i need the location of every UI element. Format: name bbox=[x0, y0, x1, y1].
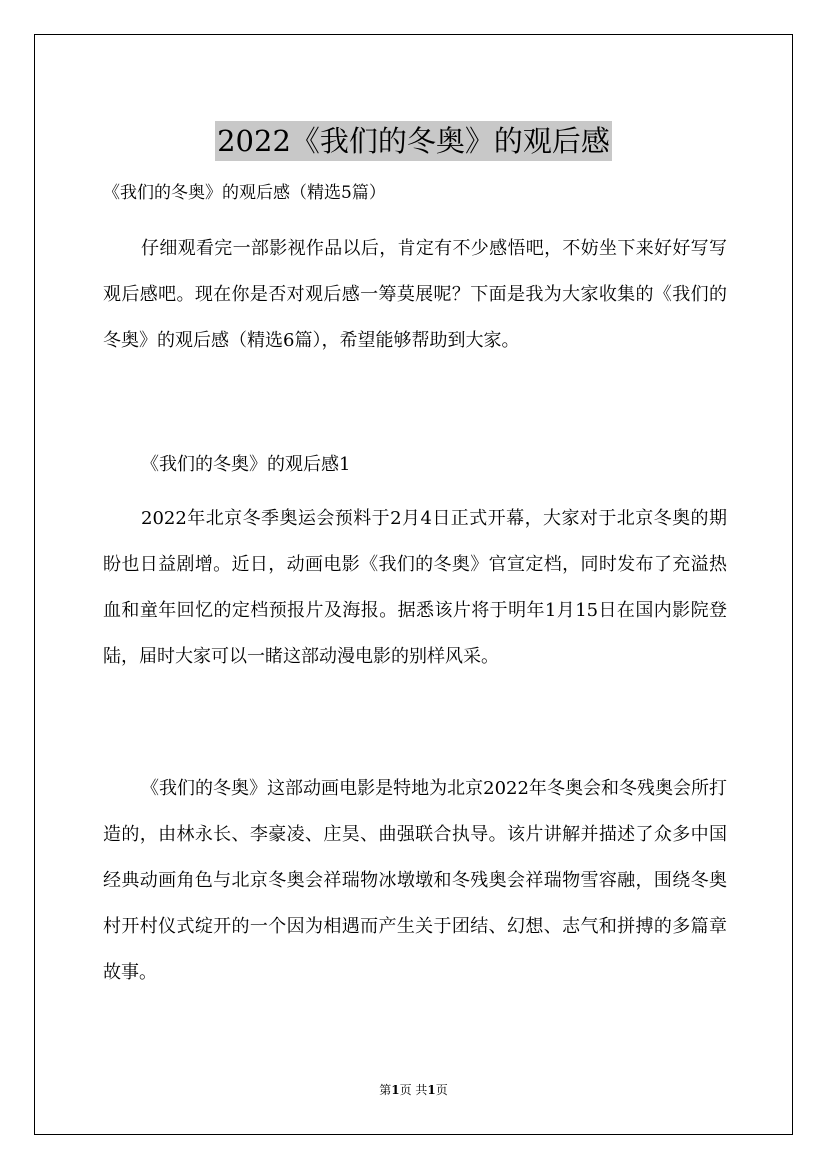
page-footer bbox=[0, 1082, 827, 1098]
document-subtitle: 《我们的冬奥》的观后感（精选5篇） bbox=[103, 183, 386, 203]
section-heading: 《我们的冬奥》的观后感1 bbox=[141, 454, 351, 475]
footer-page-current: 1 bbox=[391, 1083, 400, 1097]
intro-paragraph: 仔细观看完一部影视作品以后，肯定有不少感悟吧，不妨坐下来好好写写观后感吧。现在你是否对观后感一筹莫展呢？下面是我为大家收集的《我们的冬奥》的观后感（精选6篇），希望能够帮助到大家。 bbox=[103, 238, 727, 351]
footer-page-total: 1 bbox=[427, 1083, 436, 1097]
body-paragraph-1: 2022年北京冬季奥运会预料于2月4日正式开幕，大家对于北京冬奥的期盼也日益剧增。近日，动画电影《我们的冬奥》官宣定档，同时发布了充溢热血和童年回忆的定档预报片及海报。据悉该片将于明年1月15日在国内影院登陆，届时大家可以一睹这部动漫电影的别样风采。 bbox=[103, 508, 727, 667]
footer-suffix: 页 bbox=[435, 1083, 448, 1097]
footer-prefix: 第 bbox=[379, 1083, 392, 1097]
body-paragraph-2: 《我们的冬奥》这部动画电影是特地为北京2022年冬奥会和冬残奥会所打造的，由林永长、李豪凌、庄昊、曲强联合执导。该片讲解并描述了众多中国经典动画角色与北京冬奥会祥瑞物冰墩墩和冬残奥会祥瑞物雪容融，围绕冬奥村开村仪式绽开的一个因为相遇而产生关于团结、幻想、志气和拼搏的多篇章故事。 bbox=[103, 778, 727, 983]
document-title: 2022《我们的冬奥》的观后感 bbox=[215, 121, 612, 161]
footer-mid: 页 共 bbox=[399, 1083, 428, 1097]
title-container bbox=[0, 102, 827, 181]
